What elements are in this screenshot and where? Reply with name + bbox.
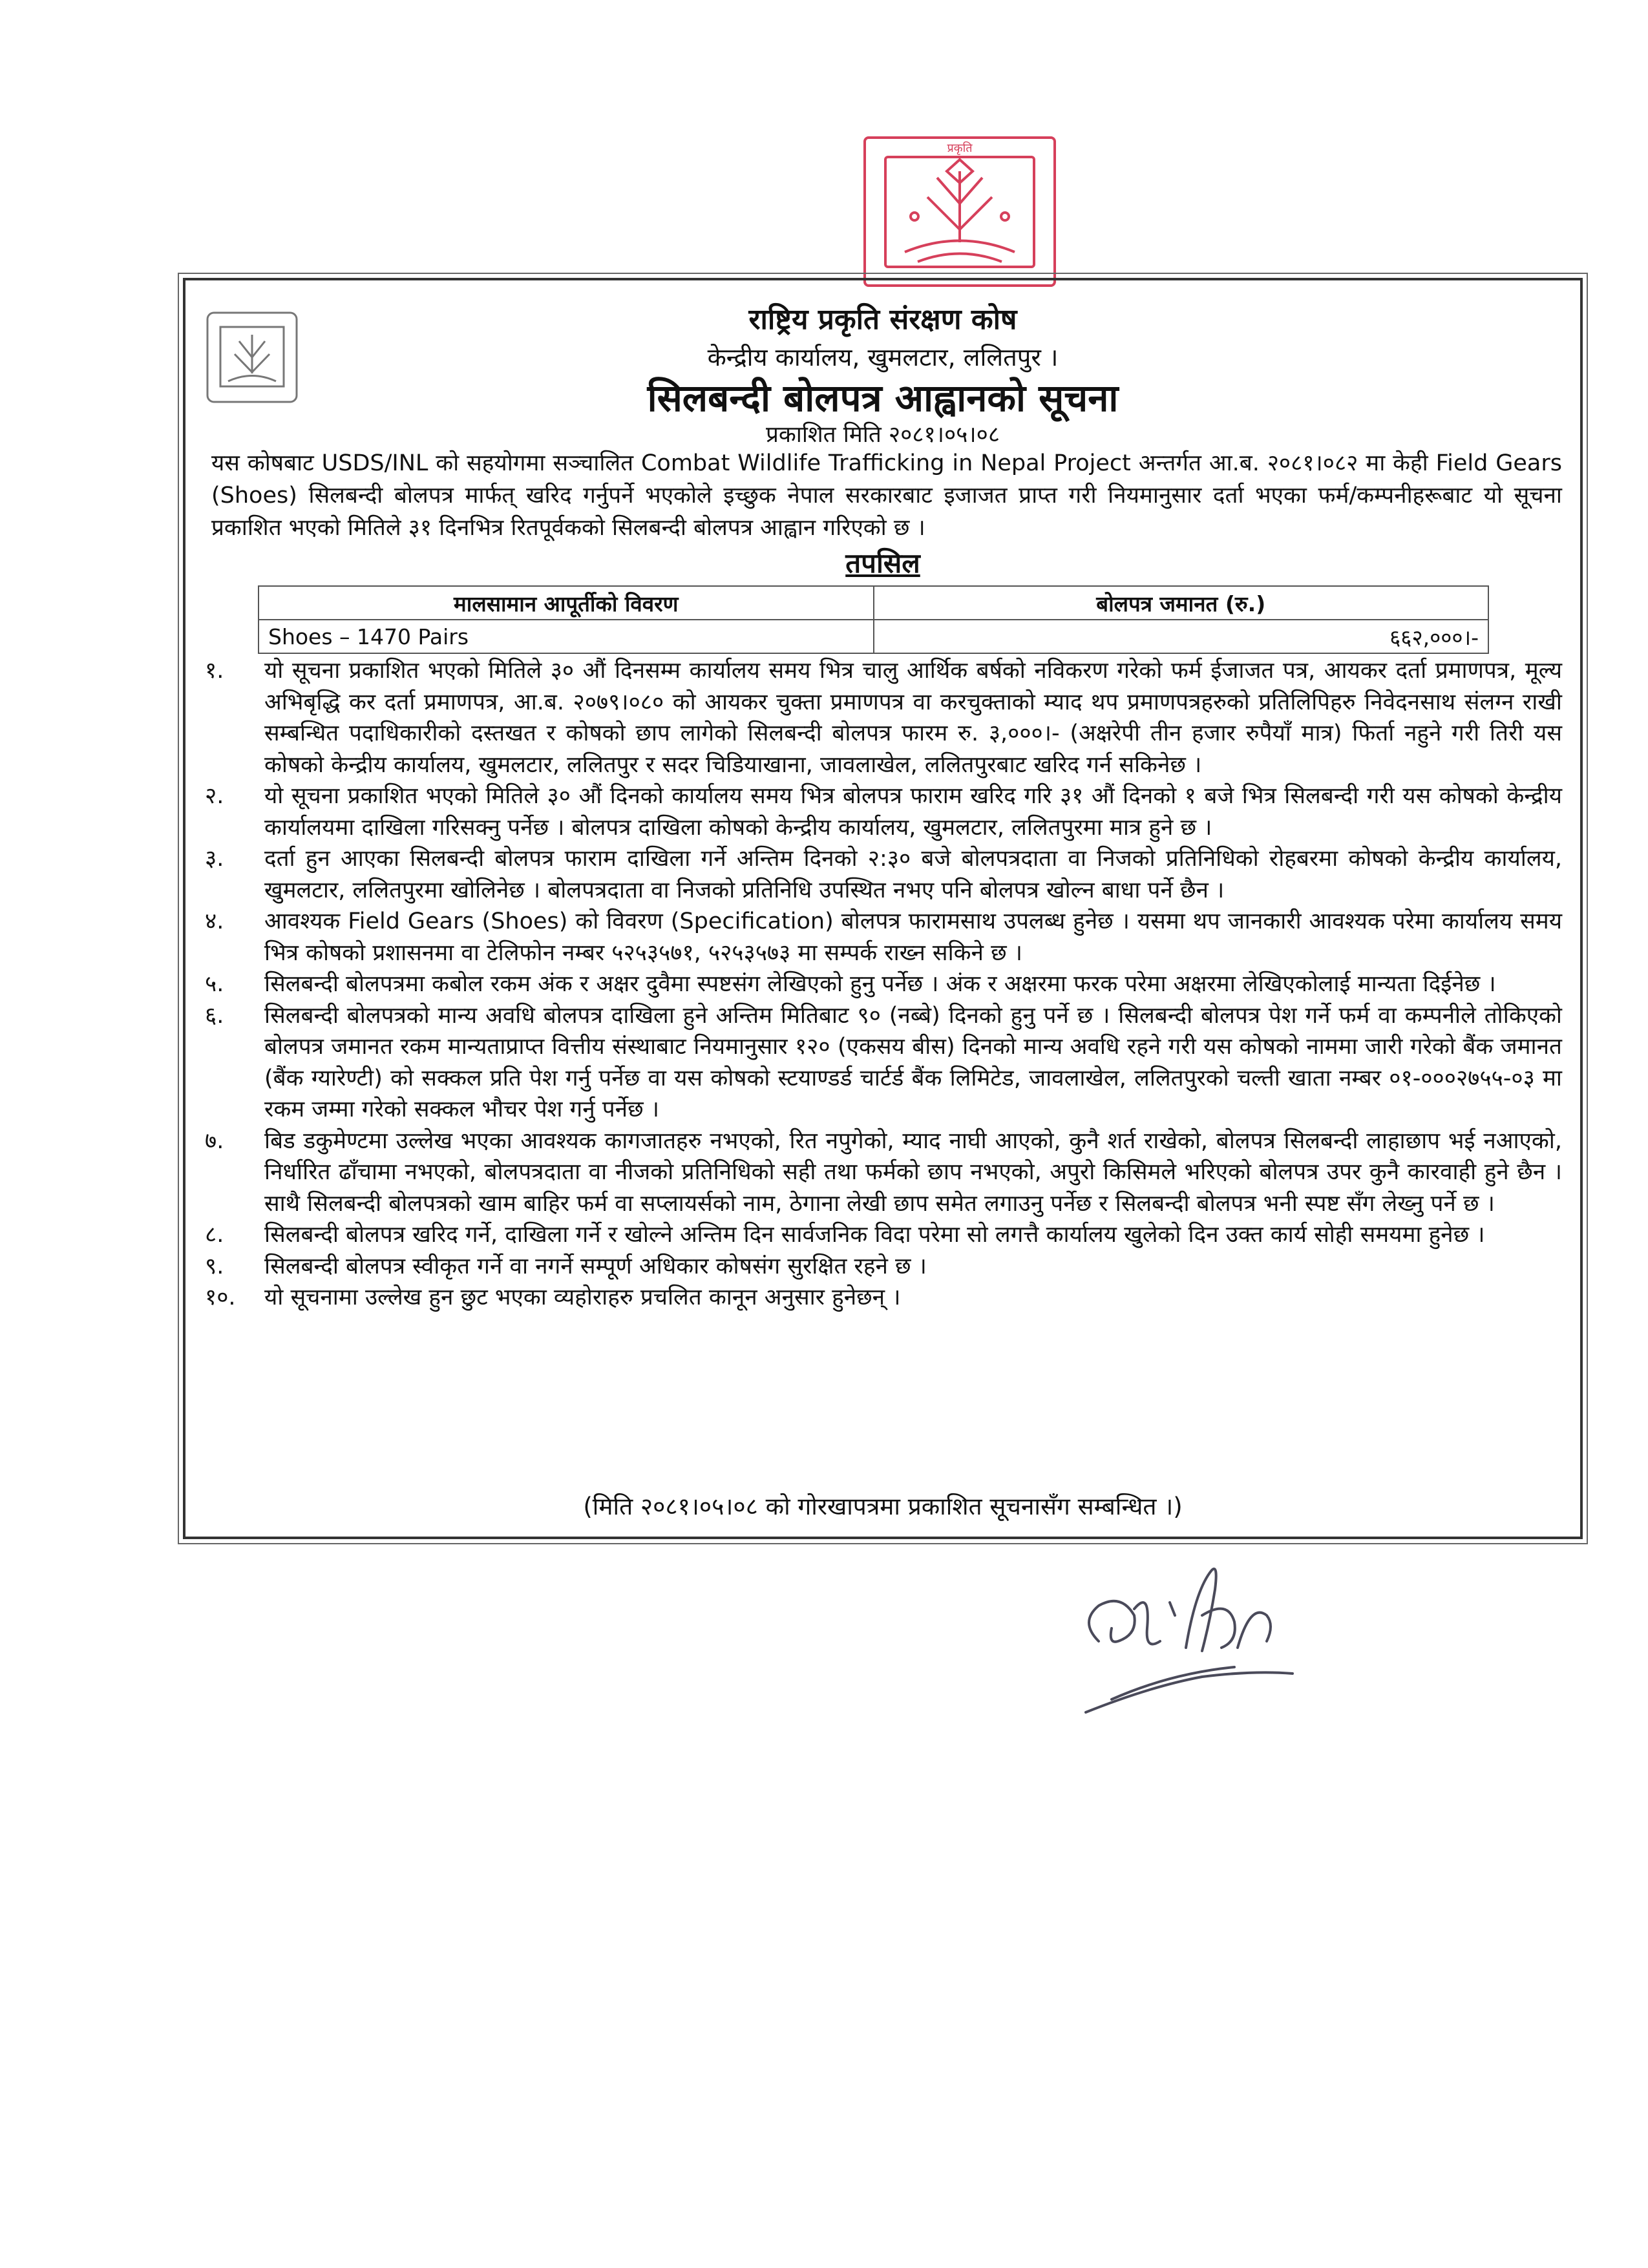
notice-title: सिलबन्दी बोलपत्र आह्वानको सूचना xyxy=(647,376,1119,420)
item-text: बिड डकुमेण्टमा उल्लेख भएका आवश्यक कागजातहरु नभएको, रित नपुगेको, म्याद नाघी आएको, कुनै शर्त राखेको, बोलपत्र सिलबन्दी लाहाछाप भई नआएको, निर्धारित ढाँचामा नभएको, बोलपत्रदाता वा नीजको प्रतिनिधिको सही तथा फर्मको छाप नभएको, अपुरो किसिमले भरिएको बोलपत्र उपर कुनै कारवाही हुने छैन । साथै सिलबन्दी बोलपत्रको खाम बाहिर फर्म वा सप्लायर्सको नाम, ठेगाना लेखी छाप समेत लगाउनु पर्नेछ र सिलबन्दी बोलपत्र भनी स्पष्ट सँग लेख्नु पर्ने छ । xyxy=(264,1128,1562,1217)
item-number: २. xyxy=(205,783,224,809)
item-text: सिलबन्दी बोलपत्रमा कबोल रकम अंक र अक्षर दुवैमा स्पष्टसंग लेखिएको हुनु पर्नेछ । अंक र अक्षरमा फरक परेमा अक्षरमा लेखिएकोलाई मान्यता दिईनेछ । xyxy=(264,971,1496,997)
item-text: यो सूचनामा उल्लेख हुन छुट भएका व्यहोराहरु प्रचलित कानून अनुसार हुनेछन् । xyxy=(264,1285,901,1310)
list-item xyxy=(205,1251,1562,1283)
item-number: ७. xyxy=(205,1128,224,1154)
office-address: केन्द्रीय कार्यालय, खुमलटार, ललितपुर । xyxy=(707,343,1059,372)
terms-list xyxy=(205,655,1562,1314)
signature xyxy=(1073,1544,1305,1732)
bid-security-cell: ६६२,०००।- xyxy=(874,620,1489,653)
item-text: दर्ता हुन आएका सिलबन्दी बोलपत्र फाराम दाखिला गर्ने अन्तिम दिनको २:३० बजे बोलपत्रदाता वा निजको प्रतिनिधिको रोहबरमा कोषको केन्द्रीय कार्यालय, खुमलटार, ललितपुरमा खोलिनेछ । बोलपत्रदाता वा निजको प्रतिनिधि उपस्थित नभए पनि बोलपत्र खोल्न बाधा पर्ने छैन । xyxy=(264,846,1562,903)
item-description-cell: Shoes – 1470 Pairs xyxy=(259,620,874,653)
item-text: यो सूचना प्रकाशित भएको मितिले ३० औं दिनसम्म कार्यालय समय भित्र चालु आर्थिक बर्षको नविकरण गरेको फर्म ईजाजत पत्र, आयकर दर्ता प्रमाणपत्र, मूल्य अभिबृद्धि कर दर्ता प्रमाणपत्र, आ.ब. २०७९।०८० को आयकर चुक्ता प्रमाणपत्र वा करचुक्ताको म्याद थप प्रमाणपत्रहरुको प्रतिलिपिहरु निवेदनसाथ संलग्न राखी सम्बन्धित पदाधिकारीको दस्तखत र कोषको छाप लागेको सिलबन्दी बोलपत्र फारम रु. ३,०००।- (अक्षरेपी तीन हजार रुपैयाँ मात्र) फिर्ता नहुने गरी तिरी यस कोषको केन्द्रीय कार्यालय, खुमलटार, ललितपुर र सदर चिडियाखाना, जावलाखेल, ललितपुरबाट खरिद गर्न सकिनेछ । xyxy=(264,658,1562,778)
table-header-row xyxy=(259,586,1488,620)
item-text: सिलबन्दी बोलपत्र स्वीकृत गर्ने वा नगर्ने सम्पूर्ण अधिकार कोषसंग सुरक्षित रहने छ । xyxy=(264,1253,927,1279)
organization-stamp xyxy=(860,132,1060,291)
list-item xyxy=(205,906,1562,969)
table-row xyxy=(259,620,1488,653)
list-item xyxy=(205,1219,1562,1251)
organization-name: राष्ट्रिय प्रकृति संरक्षण कोष xyxy=(748,303,1017,336)
tender-notice xyxy=(183,278,1583,1539)
column-header-description: मालसामान आपूर्तीको विवरण xyxy=(259,586,874,620)
item-number: ४. xyxy=(205,908,224,934)
intro-paragraph: यस कोषबाट USDS/INL को सहयोगमा सञ्चालित Combat Wildlife Trafficking in Nepal Project अन्तर्गत आ.ब. २०८१।०८२ मा केही Field Gears (Shoes) सिलबन्दी बोलपत्र मार्फत् खरिद गर्नुपर्ने भएकोले इच्छुक नेपाल सरकारबाट इजाजत प्राप्त गरी नियमानुसार दर्ता भएका फर्म/कम्पनीहरूबाट यो सूचना प्रकाशित भएको मितिले ३१ दिनभित्र रितपूर्वकको सिलबन्दी बोलपत्र आह्वान गरिएको छ । xyxy=(211,450,1562,541)
item-number: ५. xyxy=(205,971,224,997)
footer-note: (मिति २०८१।०५।०८ को गोरखापत्रमा प्रकाशित सूचनासँग सम्बन्धित ।) xyxy=(583,1493,1183,1520)
item-number: ८. xyxy=(205,1222,224,1248)
item-number: ६. xyxy=(205,1002,224,1029)
item-text: यो सूचना प्रकाशित भएको मितिले ३० औं दिनको कार्यालय समय भित्र बोलपत्र फाराम खरिद गरि ३१ औं दिनको १ बजे भित्र सिलबन्दी गरी यस कोषको केन्द्रीय कार्यालयमा दाखिला गरिसक्नु पर्नेछ । बोलपत्र दाखिला कोषको केन्द्रीय कार्यालय, खुमलटार, ललितपुरमा मात्र हुने छ । xyxy=(264,783,1562,841)
item-text: आवश्यक Field Gears (Shoes) को विवरण (Specification) बोलपत्र फारामसाथ उपलब्ध हुनेछ । यसमा थप जानकारी आवश्यक परेमा कार्यालय समय भित्र कोषको प्रशासनमा वा टेलिफोन नम्बर ५२५३५७१, ५२५३५७३ मा सम्पर्क राख्न सकिने छ । xyxy=(264,908,1562,966)
list-item xyxy=(205,781,1562,843)
svg-text:प्रकृति: प्रकृति xyxy=(947,142,973,155)
items-table xyxy=(258,585,1489,654)
schedule-heading: तपसिल xyxy=(845,547,920,579)
list-item xyxy=(205,969,1562,1000)
list-item xyxy=(205,655,1562,781)
list-item xyxy=(205,1282,1562,1314)
column-header-security: बोलपत्र जमानत (रु.) xyxy=(874,586,1489,620)
item-text: सिलबन्दी बोलपत्र खरिद गर्ने, दाखिला गर्ने र खोल्ने अन्तिम दिन सार्वजनिक विदा परेमा सो लगत्तै कार्यालय खुलेको दिन उक्त कार्य सोही समयमा हुनेछ । xyxy=(264,1222,1485,1248)
item-number: १. xyxy=(205,658,224,684)
item-number: ९. xyxy=(205,1253,224,1279)
list-item xyxy=(205,1126,1562,1220)
published-date: प्रकाशित मिति २०८१।०५।०८ xyxy=(765,422,1000,448)
list-item xyxy=(205,843,1562,906)
item-number: ३. xyxy=(205,846,224,872)
item-number: १०. xyxy=(205,1285,236,1310)
list-item xyxy=(205,1000,1562,1126)
item-text: सिलबन्दी बोलपत्रको मान्य अवधि बोलपत्र दाखिला हुने अन्तिम मितिबाट ९० (नब्बे) दिनको हुनु पर्ने छ । सिलबन्दी बोलपत्र पेश गर्ने फर्म वा कम्पनीले तोकिएको बोलपत्र जमानत रकम मान्यताप्राप्त वित्तीय संस्थाबाट नियमानुसार १२० (एकसय बीस) दिनको मान्य अवधि रहने गरी यस कोषको नाममा जारी गरेको बैंक जमानत (बैंक ग्यारेण्टी) को सक्कल प्रति पेश गर्नु पर्नेछ वा यस कोषको स्टयाण्डर्ड चार्टर्ड बैंक लिमिटेड, जावलाखेल, ललितपुरको चल्ती खाता नम्बर ०१-०००२७५५-०३ मा रकम जम्मा गरेको सक्कल भौचर पेश गर्नु पर्नेछ । xyxy=(264,1002,1562,1122)
